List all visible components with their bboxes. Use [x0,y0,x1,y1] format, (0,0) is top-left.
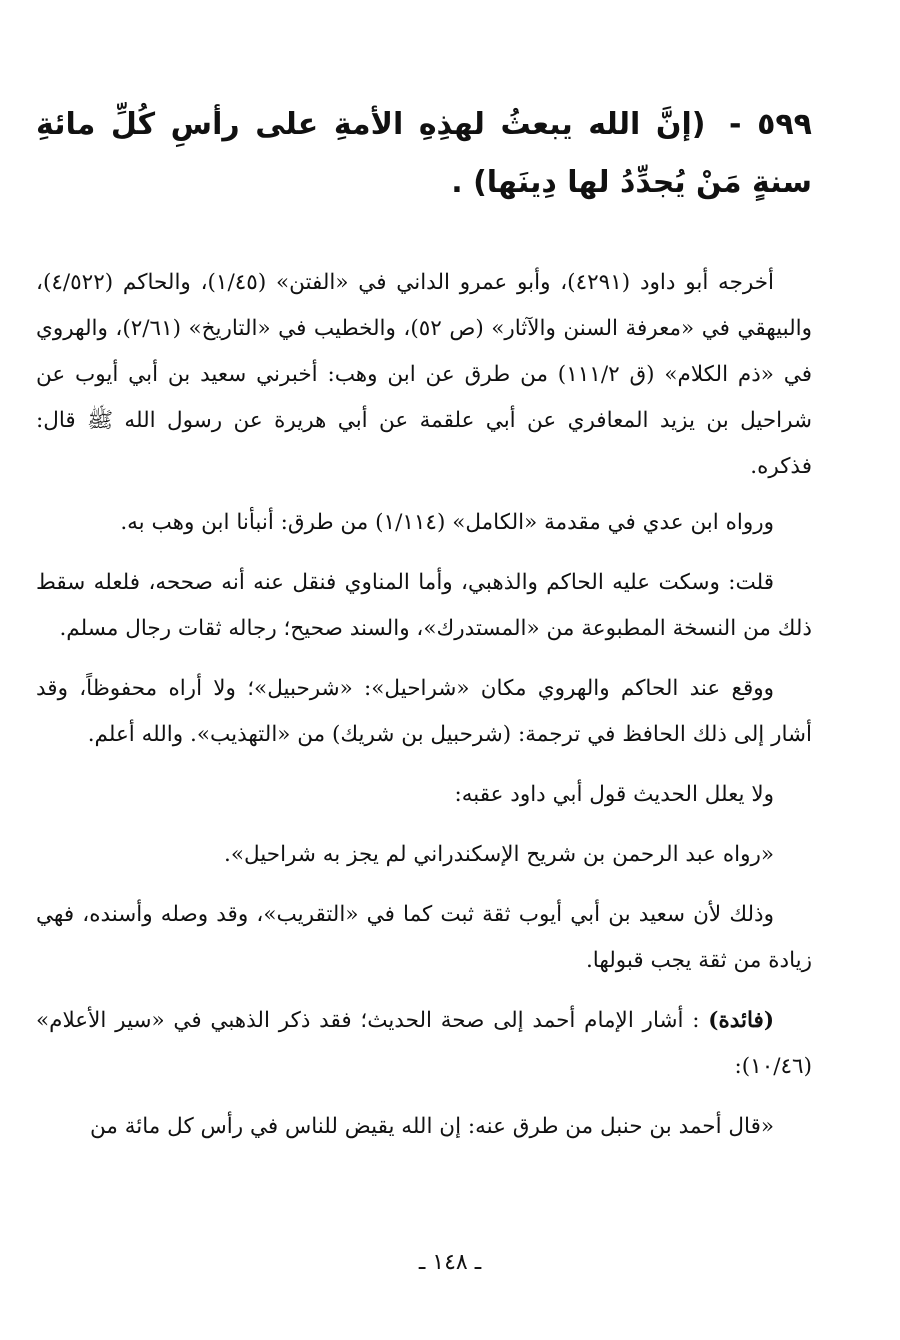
hadith-heading [36,96,812,212]
hadith-text: (إنَّ الله يبعثُ لهذِهِ الأمةِ على رأسِ كُلِّ مائةِ سنةٍ مَنْ يُجدِّدُ لها دِينَها) . [36,107,812,200]
takhrij-paragraph: أخرجه أبو داود (٤٢٩١)، وأبو عمرو الداني في «الفتن» (١/٤٥)، والحاكم (٤/٥٢٢)، والبيهقي في «معرفة السنن والآثار» (ص ٥٢)، والخطيب في «التاريخ» (٢/٦١)، والهروي في «ذم الكلام» (ق ١١١/٢) من طرق عن ابن وهب: أخبرني سعيد بن أبي أيوب عن شراحيل بن يزيد المعافري عن أبي علقمة عن أبي هريرة عن رسول الله ﷺ قال: فذكره. [36,270,812,479]
abu-dawud-quote-paragraph: «رواه عبد الرحمن بن شريح الإسكندراني لم يجز به شراحيل». [224,842,774,867]
narrator-variant-paragraph: ووقع عند الحاكم والهروي مكان «شراحيل»: «شرحبيل»؛ ولا أراه محفوظاً، وقد أشار إلى ذلك الحافظ في ترجمة: (شرحبيل بن شريك) من «التهذيب». والله أعلم. [36,676,812,747]
hadith-number: ٥٩٩ - [729,107,812,142]
faida-paragraph [36,998,812,1090]
ahmad-quote-paragraph: «قال أحمد بن حنبل من طرق عنه: إن الله يقيض للناس في رأس كل مائة من [90,1114,774,1139]
faida-text: : أشار الإمام أحمد إلى صحة الحديث؛ فقد ذكر الذهبي في «سير الأعلام» (١٠/٤٦): [36,1008,812,1079]
page-number: ـ ١٤٨ ـ [418,1250,482,1275]
faida-label: (فائدة) [708,1008,774,1033]
abu-dawud-intro-paragraph: ولا يعلل الحديث قول أبي داود عقبه: [454,782,774,807]
author-comment-paragraph: قلت: وسكت عليه الحاكم والذهبي، وأما المناوي فنقل عنه أنه صححه، فلعله سقط ذلك من النسخة المطبوعة من «المستدرك»، والسند صحيح؛ رجاله ثقات رجال مسلم. [36,570,812,641]
reasoning-paragraph: وذلك لأن سعيد بن أبي أيوب ثقة ثبت كما في «التقريب»، وقد وصله وأسنده، فهي زيادة من ثقة يجب قبولها. [36,902,812,973]
ibn-adi-paragraph: ورواه ابن عدي في مقدمة «الكامل» (١/١١٤) من طرق: أنبأنا ابن وهب به. [120,510,774,535]
